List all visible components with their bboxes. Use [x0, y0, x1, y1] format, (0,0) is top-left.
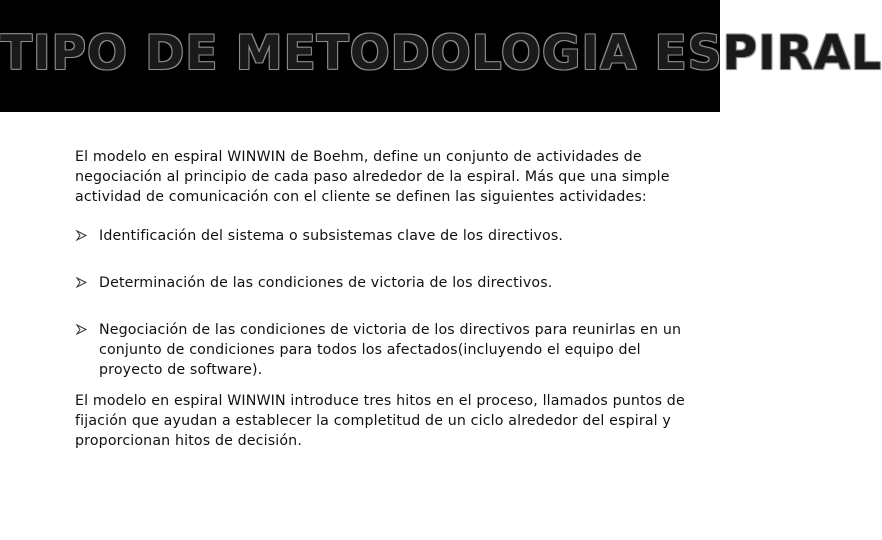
arrow-bullet-icon [76, 230, 87, 241]
bullet-text: Determinación de las condiciones de victoria de los directivos. [99, 275, 553, 291]
title-bar [0, 0, 882, 112]
bullet-text: Negociación de las condiciones de victoria de los directivos para reunirlas en un conjunto de condiciones para todos los afectados(incluyendo el equipo del proyecto de software). [99, 322, 682, 378]
arrow-bullet-icon [76, 324, 87, 335]
slide-title: TIPO DE METODOLOGIA ESPIRAL [0, 26, 882, 81]
bullet-text: Identificación del sistema o subsistemas clave de los directivos. [99, 228, 564, 244]
intro-paragraph: El modelo en espiral WINWIN de Boehm, define un conjunto de actividades de negociación al principio de cada paso alrededor de la espiral. Más que una simple actividad de comunicación con el cliente se definen las siguientes actividades: [75, 149, 670, 205]
bullet-list [75, 226, 685, 380]
list-item [75, 226, 685, 246]
arrow-bullet-icon [76, 277, 87, 288]
list-item [75, 320, 685, 380]
closing-paragraph: El modelo en espiral WINWIN introduce tres hitos en el proceso, llamados puntos de fijación que ayudan a establecer la completitud de un ciclo alrededor del espiral y proporcionan hitos de decisión. [75, 393, 685, 449]
slide-body [75, 147, 685, 451]
list-item [75, 273, 685, 293]
